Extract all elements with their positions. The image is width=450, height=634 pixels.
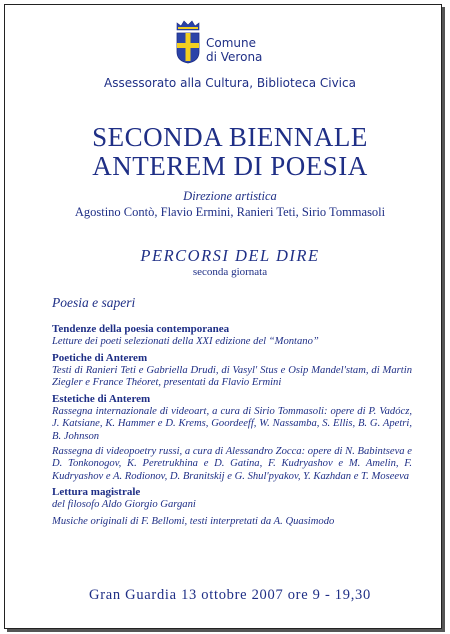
comune-wordmark <box>206 36 262 64</box>
program-item <box>52 393 412 484</box>
direction-label: Direzione artistica <box>183 189 277 203</box>
verona-logo <box>175 19 287 79</box>
poster-frame <box>4 4 442 629</box>
main-title <box>5 123 450 181</box>
program-item <box>52 352 412 390</box>
comune-line1: Comune <box>206 36 257 50</box>
music-credits: Musiche originali di F. Bellomi, testi interpretati da A. Quasimodo <box>52 515 335 527</box>
title-line2: ANTEREM DI POESIA <box>92 151 368 181</box>
program-heading: Poetiche di Anterem <box>52 351 148 364</box>
direction-names: Agostino Contò, Flavio Ermini, Ranieri Teti, Sirio Tommasoli <box>74 205 386 219</box>
program-text: Letture dei poeti selezionati della XXI edizione del “Montano” <box>52 336 319 347</box>
program-heading: Lettura magistrale <box>52 486 141 499</box>
program-text: Rassegna internazionale di videoart, a cura di Sirio Tommasoli: opere di P. Vadócz, J. Katsiane, K. Hammer e D. Krems, Goordeeff, W. Nassamba, S. Ellis, B. G. Apetri, B. Johnson <box>52 405 412 442</box>
comune-line2: di Verona <box>206 50 263 64</box>
program-heading: Estetiche di Anterem <box>52 392 151 405</box>
program-item <box>52 323 412 349</box>
program-text: Testi di Ranieri Teti e Gabriella Drudi, di Vasyl' Stus e Osip Mandel'stam, di Martin Ziegler e France Théoret, presentati da Flavio Ermini <box>52 364 412 389</box>
shield-icon <box>176 32 200 64</box>
assessorato-text: Assessorato alla Cultura, Biblioteca Civica <box>104 76 356 90</box>
program-text: del filosofo Aldo Giorgio Gargani <box>52 499 196 511</box>
program-heading: Tendenze della poesia contemporanea <box>52 323 230 335</box>
program-list <box>52 323 412 529</box>
event-title: PERCORSI DEL DIRE <box>140 246 320 265</box>
program-text-2: Rassegna di videopoetry russi, a cura di Alessandro Zocca: opere di N. Babintseva e D. Tonkonogov, K. Peretrukhina e D. Gatina, F. Kudryashov e M. Amelin, F. Kudryashov e A. Rodionov, D. Branitskij e G. Shul'pyakov, Y. Kazhdan e T. Moseeva <box>52 445 412 482</box>
crown-icon <box>175 19 201 31</box>
event-subtitle: seconda giornata <box>192 266 268 278</box>
program-item <box>52 486 412 512</box>
title-line1: SECONDA BIENNALE <box>92 122 368 152</box>
section-title: Poesia e saperi <box>52 295 136 310</box>
venue-date: Gran Guardia 13 ottobre 2007 ore 9 - 19,30 <box>89 587 371 603</box>
